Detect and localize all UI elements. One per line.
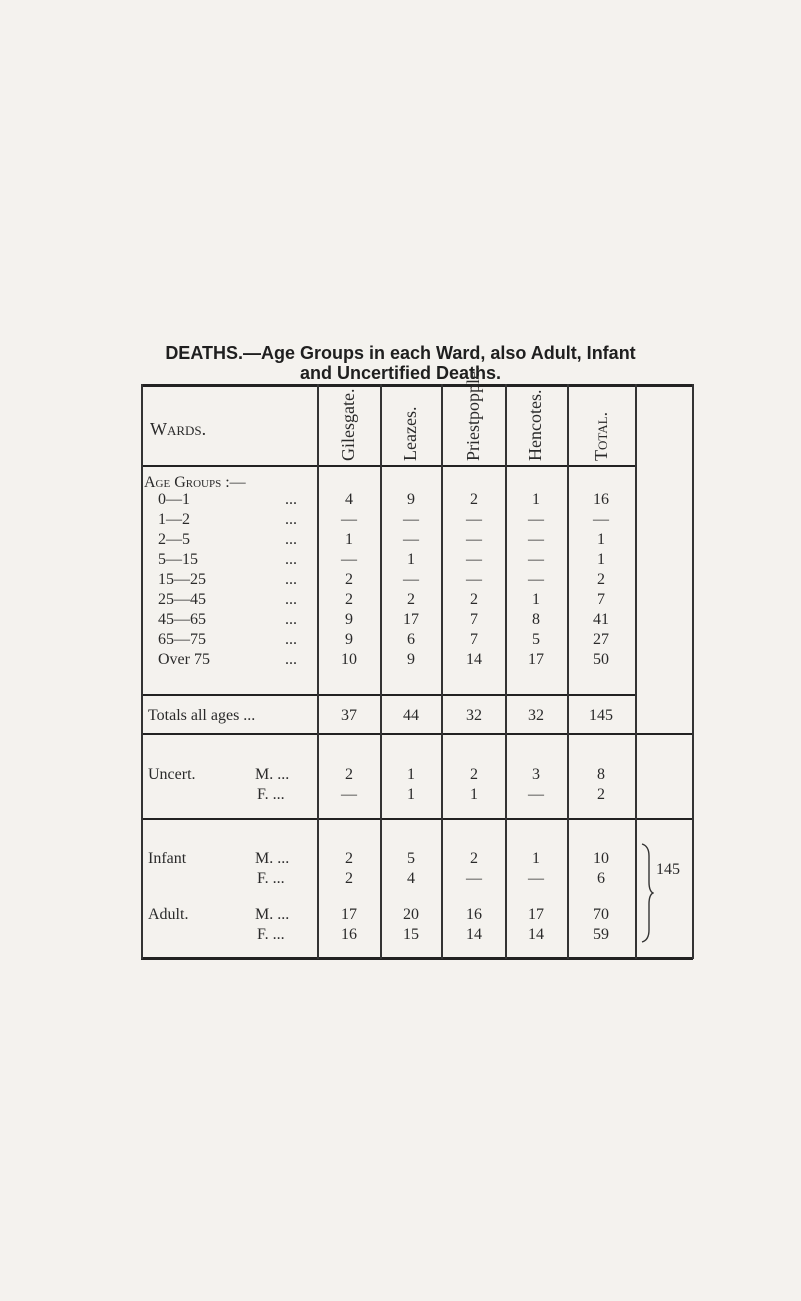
column-header-leazes: Leazes. xyxy=(400,406,420,461)
sex-label: M. ... xyxy=(255,906,290,923)
row-label: 65—75 xyxy=(158,631,206,648)
cell-gilesgate: — xyxy=(341,511,357,528)
column-header-total: Total. xyxy=(591,411,611,461)
row-label: 15—25 xyxy=(158,571,206,588)
cell-hencotes: — xyxy=(528,511,544,528)
cell-gilesgate: 16 xyxy=(341,926,357,943)
table-title-line-1: DEATHS.—Age Groups in each Ward, also Adult, Infant xyxy=(165,343,636,363)
cell-priestpopple: 14 xyxy=(466,926,482,943)
cell-priestpopple: 7 xyxy=(470,631,478,648)
cell-total: 8 xyxy=(597,766,605,783)
cell-total: 7 xyxy=(597,591,605,608)
cell-gilesgate: 9 xyxy=(345,631,353,648)
cell-leazes: 1 xyxy=(407,551,415,568)
cell-hencotes: 14 xyxy=(528,926,544,943)
cell-priestpopple: — xyxy=(466,531,482,548)
column-header-priestpopple: Priestpopple. xyxy=(463,366,483,461)
adult-label: Adult. xyxy=(148,906,189,923)
col-divider-6 xyxy=(635,384,637,959)
cell-gilesgate: 10 xyxy=(341,651,357,668)
age-groups-rule xyxy=(141,694,636,696)
cell-hencotes: 17 xyxy=(528,906,544,923)
totals-label: Totals all ages ... xyxy=(148,707,256,724)
cell-gilesgate: 2 xyxy=(345,870,353,887)
sex-label: F. ... xyxy=(257,786,285,803)
row-dots: ... xyxy=(285,531,297,548)
cell-gilesgate: 2 xyxy=(345,591,353,608)
row-dots: ... xyxy=(285,491,297,508)
cell-leazes: 20 xyxy=(403,906,419,923)
row-dots: ... xyxy=(285,511,297,528)
cell-leazes: — xyxy=(403,531,419,548)
row-label: 45—65 xyxy=(158,611,206,628)
row-label: 25—45 xyxy=(158,591,206,608)
cell-hencotes: 1 xyxy=(532,591,540,608)
cell-leazes: — xyxy=(403,571,419,588)
header-rule xyxy=(141,465,636,467)
cell-leazes: 1 xyxy=(407,766,415,783)
cell-priestpopple: — xyxy=(466,571,482,588)
row-dots: ... xyxy=(285,631,297,648)
wards-header: Wards. xyxy=(150,419,207,439)
cell-total: — xyxy=(593,511,609,528)
sex-label: F. ... xyxy=(257,926,285,943)
cell-total: 27 xyxy=(593,631,609,648)
cell-gilesgate: 4 xyxy=(345,491,353,508)
cell-total: 41 xyxy=(593,611,609,628)
cell-gilesgate: 9 xyxy=(345,611,353,628)
cell-total: 1 xyxy=(597,551,605,568)
uncertified-label: Uncert. xyxy=(148,766,196,783)
cell-gilesgate: 2 xyxy=(345,766,353,783)
cell-leazes: 17 xyxy=(403,611,419,628)
right-border xyxy=(692,384,694,959)
sex-label: F. ... xyxy=(257,870,285,887)
sex-label: M. ... xyxy=(255,850,290,867)
cell-total: 70 xyxy=(593,906,609,923)
cell-hencotes: 1 xyxy=(532,850,540,867)
cell-gilesgate: 2 xyxy=(345,850,353,867)
col-divider-5 xyxy=(567,384,569,959)
cell-hencotes: 17 xyxy=(528,651,544,668)
cell-leazes: 4 xyxy=(407,870,415,887)
cell-total: 2 xyxy=(597,786,605,803)
cell-leazes: 6 xyxy=(407,631,415,648)
cell-gilesgate: 2 xyxy=(345,571,353,588)
cell-priestpopple: 2 xyxy=(470,491,478,508)
total-priestpopple: 32 xyxy=(466,707,482,724)
total-hencotes: 32 xyxy=(528,707,544,724)
cell-priestpopple: — xyxy=(466,870,482,887)
cell-hencotes: 8 xyxy=(532,611,540,628)
col-divider-3 xyxy=(441,384,443,959)
bottom-rule xyxy=(141,957,693,960)
cell-total: 2 xyxy=(597,571,605,588)
cell-hencotes: — xyxy=(528,531,544,548)
cell-leazes: 5 xyxy=(407,850,415,867)
cell-hencotes: — xyxy=(528,786,544,803)
row-label: 2—5 xyxy=(158,531,190,548)
cell-leazes: 2 xyxy=(407,591,415,608)
uncertified-rule xyxy=(141,818,693,820)
cell-leazes: 15 xyxy=(403,926,419,943)
cell-priestpopple: — xyxy=(466,551,482,568)
cell-hencotes: 3 xyxy=(532,766,540,783)
curly-brace-icon xyxy=(640,842,654,944)
total-gilesgate: 37 xyxy=(341,707,357,724)
row-dots: ... xyxy=(285,611,297,628)
top-rule xyxy=(141,384,693,387)
row-label: 1—2 xyxy=(158,511,190,528)
column-header-hencotes: Hencotes. xyxy=(525,389,545,461)
row-dots: ... xyxy=(285,571,297,588)
cell-priestpopple: 7 xyxy=(470,611,478,628)
cell-leazes: 9 xyxy=(407,491,415,508)
age-groups-label: Age Groups :— xyxy=(144,474,246,491)
table-title-line-2: and Uncertified Deaths. xyxy=(299,363,502,383)
cell-hencotes: 5 xyxy=(532,631,540,648)
totals-rule xyxy=(141,733,693,735)
cell-leazes: 1 xyxy=(407,786,415,803)
cell-total: 16 xyxy=(593,491,609,508)
cell-total: 1 xyxy=(597,531,605,548)
infant-label: Infant xyxy=(148,850,187,867)
cell-leazes: 9 xyxy=(407,651,415,668)
cell-hencotes: 1 xyxy=(532,491,540,508)
cell-gilesgate: 17 xyxy=(341,906,357,923)
row-label: 5—15 xyxy=(158,551,198,568)
cell-priestpopple: 14 xyxy=(466,651,482,668)
row-label: 0—1 xyxy=(158,491,190,508)
cell-leazes: — xyxy=(403,511,419,528)
cell-gilesgate: — xyxy=(341,551,357,568)
cell-gilesgate: 1 xyxy=(345,531,353,548)
row-label: Over 75 xyxy=(158,651,210,668)
row-dots: ... xyxy=(285,591,297,608)
row-dots: ... xyxy=(285,651,297,668)
cell-priestpopple: 16 xyxy=(466,906,482,923)
cell-priestpopple: — xyxy=(466,511,482,528)
column-header-gilesgate: Gilesgate. xyxy=(338,388,358,461)
cell-hencotes: — xyxy=(528,551,544,568)
cell-priestpopple: 2 xyxy=(470,766,478,783)
cell-gilesgate: — xyxy=(341,786,357,803)
cell-priestpopple: 1 xyxy=(470,786,478,803)
left-border xyxy=(141,384,143,959)
cell-total: 50 xyxy=(593,651,609,668)
bracket-total: 145 xyxy=(656,861,680,878)
cell-total: 59 xyxy=(593,926,609,943)
cell-total: 10 xyxy=(593,850,609,867)
total-all: 145 xyxy=(589,707,613,724)
row-dots: ... xyxy=(285,551,297,568)
cell-hencotes: — xyxy=(528,571,544,588)
cell-total: 6 xyxy=(597,870,605,887)
cell-priestpopple: 2 xyxy=(470,591,478,608)
cell-hencotes: — xyxy=(528,870,544,887)
cell-priestpopple: 2 xyxy=(470,850,478,867)
total-leazes: 44 xyxy=(403,707,419,724)
sex-label: M. ... xyxy=(255,766,290,783)
